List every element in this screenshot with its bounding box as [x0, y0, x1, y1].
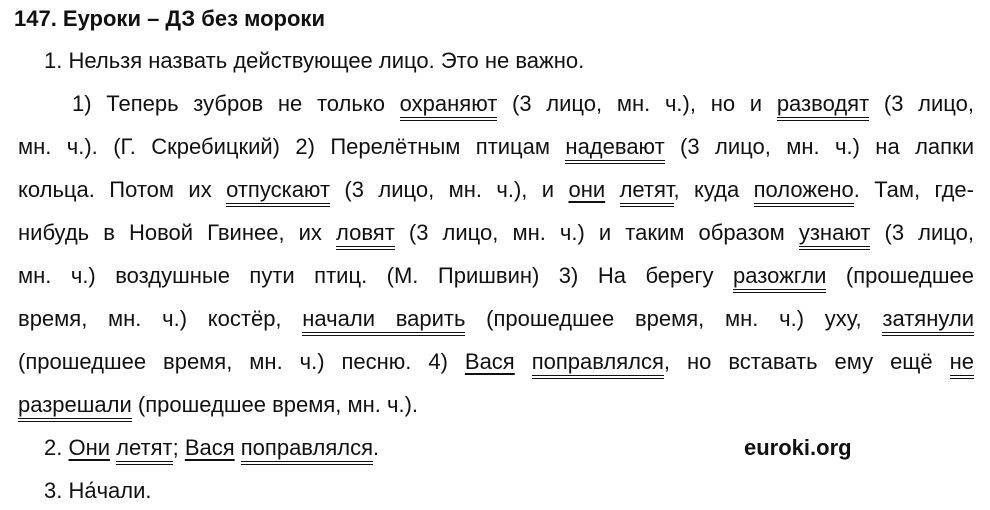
paragraph-line-1 [72, 89, 974, 119]
predicate: охраняют [400, 91, 498, 121]
predicate: поправлялся [532, 349, 664, 379]
paragraph-line-5 [18, 261, 974, 291]
predicate: разожгли [733, 263, 826, 293]
text: (прошедшее [826, 263, 974, 288]
text: кольца. Потом их [18, 177, 227, 202]
predicate: положено [754, 177, 854, 207]
text [515, 349, 532, 374]
predicate: отпускают [226, 177, 330, 207]
text: 1) Теперь зубров не только [72, 91, 400, 116]
text: время, мн. ч.) костёр, [18, 306, 303, 331]
text: (прошедшее время, мн. ч.). [131, 392, 419, 417]
text: мн. ч.) воздушные пути птиц. (М. Пришвин) 3) На берегу [18, 263, 734, 288]
text: (3 лицо, [870, 220, 974, 245]
predicate: надевают [565, 134, 664, 164]
page-title: 147. Еуроки – ДЗ без мороки [14, 6, 325, 31]
paragraph-line-3 [18, 175, 974, 205]
text: (3 лицо, мн. ч.) на лапки [664, 134, 974, 159]
predicate: ловят [336, 220, 395, 250]
text: (3 лицо, мн. ч.) и таким образом [394, 220, 799, 245]
predicate: узнают [799, 220, 871, 250]
predicate: затянули [882, 306, 974, 336]
paragraph-line-6 [18, 304, 974, 334]
paragraph-line-2 [18, 132, 974, 162]
text: (прошедшее время, мн. ч.) уху, [465, 306, 883, 331]
text: (3 лицо, мн. ч.), и [330, 177, 569, 202]
predicate: летят [116, 435, 172, 465]
predicate: поправлялся [241, 435, 373, 465]
paragraph-line-8 [18, 390, 974, 420]
text: (прошедшее время, мн. ч.) песню. 4) [18, 349, 465, 374]
predicate: летят [620, 177, 674, 207]
paragraph-line-4 [18, 218, 974, 248]
subject: Они [68, 435, 111, 460]
text: . Там, где- [853, 177, 974, 202]
text: нибудь в Новой Гвинее, их [18, 220, 337, 245]
subject: Вася [464, 349, 515, 374]
answer-item-3: 3. На́чали. [44, 478, 152, 503]
predicate: разводят [777, 91, 869, 121]
subject: они [568, 177, 606, 202]
site-watermark: euroki.org [744, 435, 852, 460]
paragraph-line-7 [18, 347, 974, 377]
text: (3 лицо, [869, 91, 974, 116]
text: 2. [44, 435, 69, 460]
subject: Вася [184, 435, 235, 460]
text: . [372, 435, 380, 460]
predicate: разрешали [18, 392, 132, 422]
text: ; [172, 435, 185, 460]
predicate: начали варить [302, 306, 465, 336]
answer-item-1: 1. Нельзя назвать действующее лицо. Это не важно. [44, 48, 585, 73]
text: , куда [673, 177, 754, 202]
text: мн. ч.). (Г. Скребицкий) 2) Перелётным птицам [18, 134, 566, 159]
predicate: не [950, 349, 974, 379]
text: , но вставать ему ещё [663, 349, 950, 374]
text [605, 177, 619, 202]
text: (3 лицо, мн. ч.), но и [497, 91, 777, 116]
text [235, 435, 241, 460]
